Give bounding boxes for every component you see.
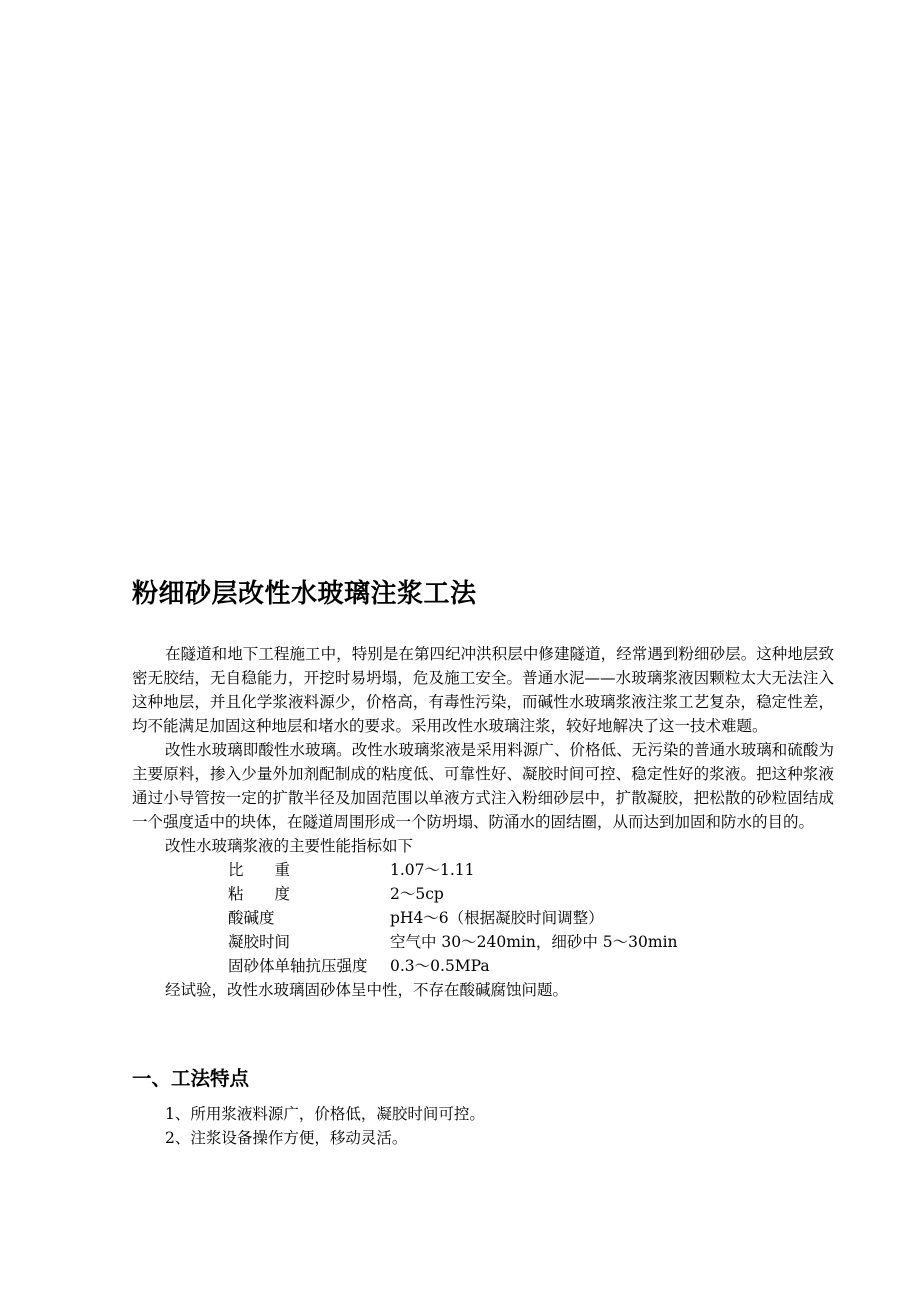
feature-list [132,1102,834,1150]
spec-row [228,906,678,930]
spec-value: 空气中 30～240min，细砂中 5～30min [390,933,678,951]
spec-name: 酸碱度 [228,909,275,927]
spec-name: 凝胶时间 [228,933,291,951]
document-title: 粉细砂层改性水玻璃注浆工法 [132,579,477,609]
spec-row [228,882,678,906]
section-heading: 一、工法特点 [132,1067,250,1090]
spec-name: 固砂体单轴抗压强度 [228,957,368,975]
spec-value: 1.07～1.11 [390,861,475,879]
spec-value: pH4～6（根据凝胶时间调整） [390,909,604,927]
spec-value: 2～5cp [390,885,444,903]
spec-row [228,954,678,978]
document-body [132,642,834,1002]
spec-name: 比 重 [228,861,291,879]
list-item: 2、注浆设备操作方便，移动灵活。 [165,1129,408,1147]
spec-row [228,930,678,954]
list-item: 1、所用浆液料源广，价格低，凝胶时间可控。 [165,1105,485,1123]
spec-value: 0.3～0.5MPa [390,957,490,975]
conclusion-text: 经试验，改性水玻璃固砂体呈中性，不存在酸碱腐蚀问题。 [165,981,569,999]
spec-row [228,858,678,882]
paragraph-intro: 在隧道和地下工程施工中，特别是在第四纪冲洪积层中修建隧道，经常遇到粉细砂层。这种地层致密无胶结，无自稳能力，开挖时易坍塌，危及施工安全。普通水泥——水玻璃浆液因颗粒太大无法注入这种地层，并且化学浆液料源少，价格高，有毒性污染，而碱性水玻璃浆液注浆工艺复杂，稳定性差，均不能满足加固这种地层和堵水的要求。采用改性水玻璃注浆，较好地解决了这一技术难题。 [132,645,834,735]
specs-table [228,858,678,978]
specs-intro: 改性水玻璃浆液的主要性能指标如下 [165,837,414,855]
spec-name: 粘 度 [228,885,291,903]
paragraph-definition: 改性水玻璃即酸性水玻璃。改性水玻璃浆液是采用料源广、价格低、无污染的普通水玻璃和硫酸为主要原料，掺入少量外加剂配制成的粘度低、可靠性好、凝胶时间可控、稳定性好的浆液。把这种浆液通过小导管按一定的扩散半径及加固范围以单液方式注入粉细砂层中，扩散凝胶，把松散的砂粒固结成一个强度适中的块体，在隧道周围形成一个防坍塌、防涌水的固结圈，从而达到加固和防水的目的。 [132,741,834,831]
